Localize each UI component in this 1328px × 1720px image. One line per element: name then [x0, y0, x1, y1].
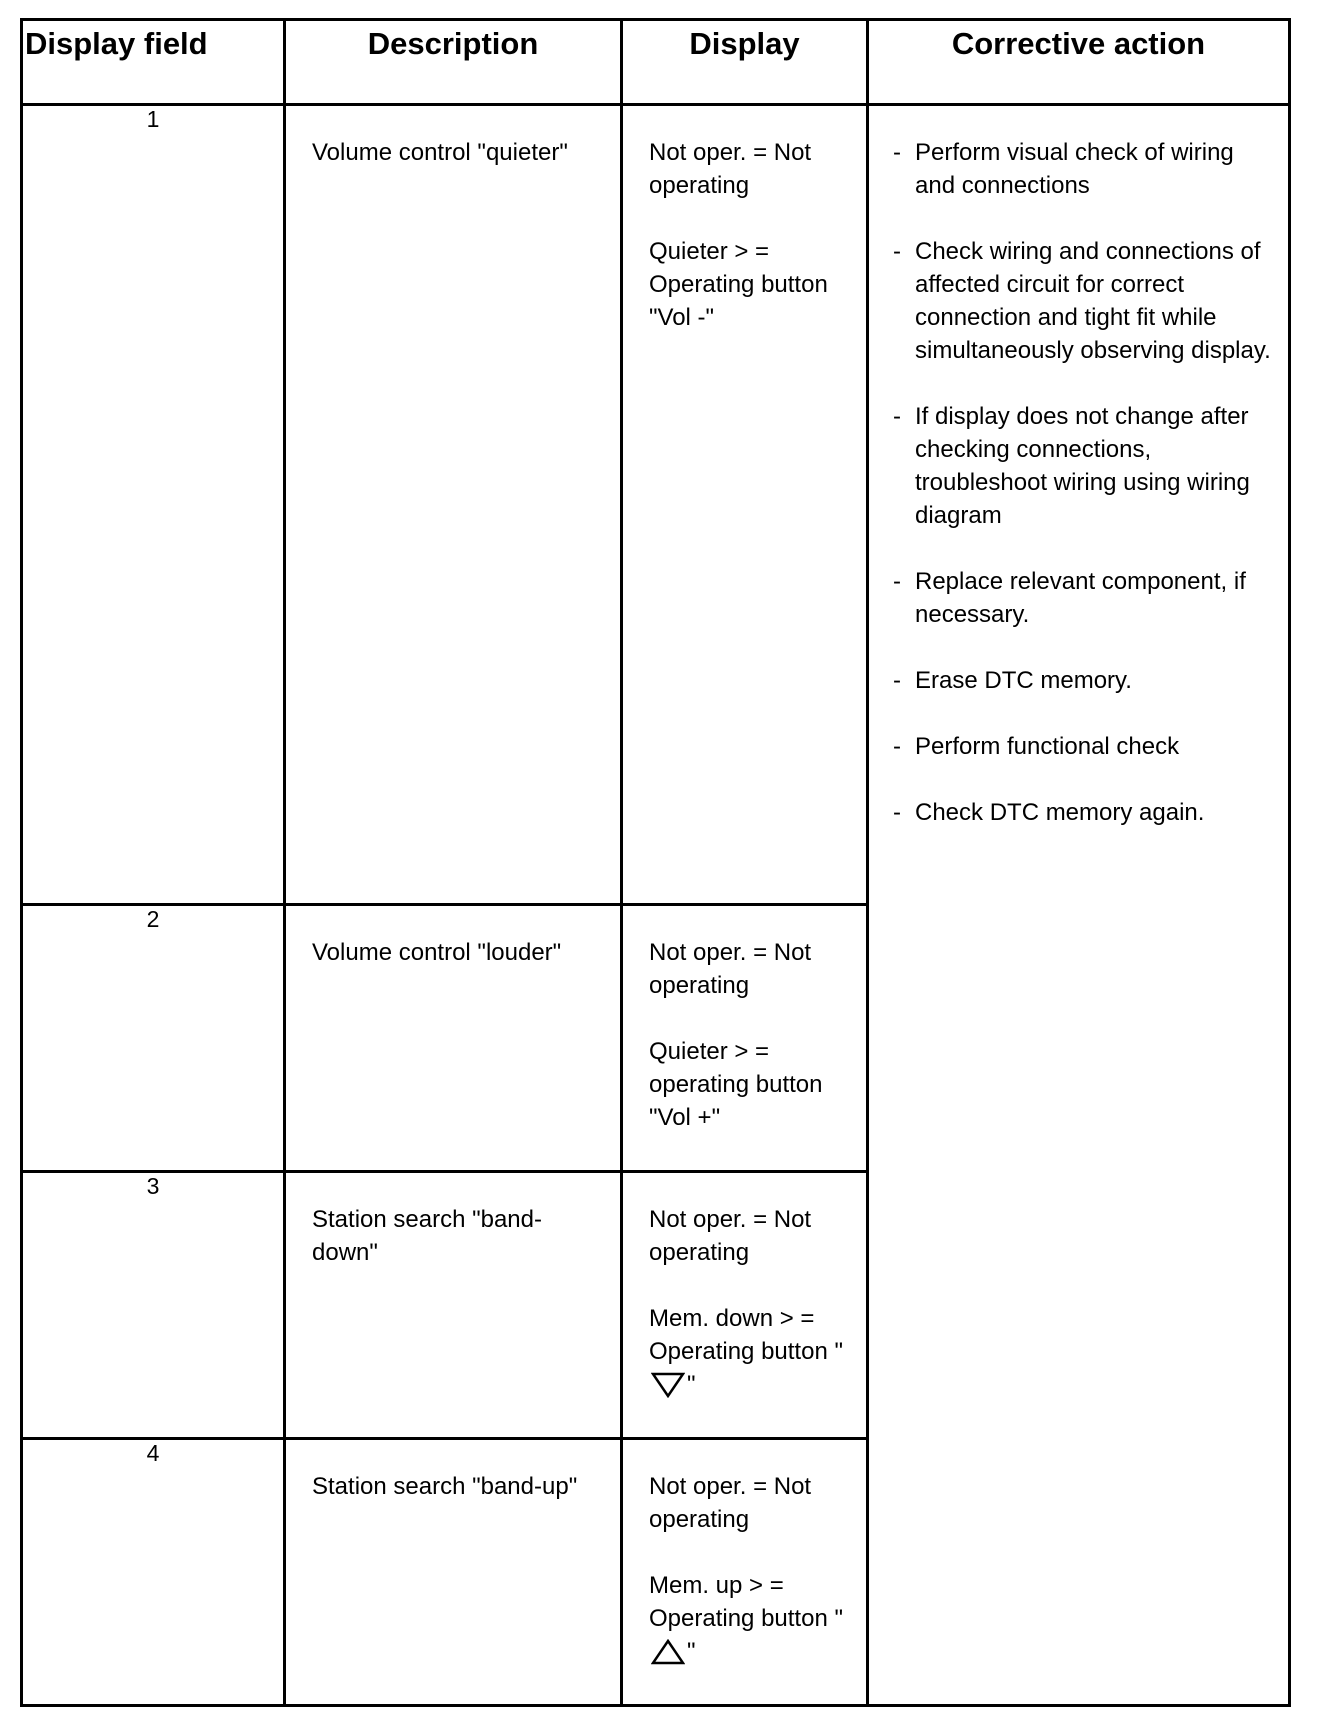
description-cell	[285, 1439, 622, 1706]
corrective-action-item: - Replace relevant component, if necessary.	[893, 565, 1274, 631]
display-field-number: 3	[22, 1172, 285, 1439]
description-text: Volume control "quieter"	[312, 139, 568, 166]
corrective-action-item: - Perform functional check	[893, 730, 1274, 763]
display-line-1: Not oper. = Not operating	[649, 1473, 812, 1533]
header-display: Display	[622, 20, 868, 105]
display-field-number: 2	[22, 905, 285, 1172]
corrective-action-item: - If display does not change after checking connections, troubleshoot wiring using wiring diagram	[893, 400, 1274, 532]
corrective-action-cell	[868, 105, 1290, 1706]
corrective-action-item: - Check DTC memory again.	[893, 796, 1274, 829]
header-row	[22, 20, 1290, 105]
description-text: Station search "band-up"	[312, 1473, 578, 1500]
header-corrective-action: Corrective action	[868, 20, 1290, 105]
display-line-2-suffix: "	[687, 1371, 696, 1398]
display-cell	[622, 1172, 868, 1439]
display-field-number: 1	[22, 105, 285, 905]
description-cell	[285, 905, 622, 1172]
display-cell	[622, 905, 868, 1172]
description-cell	[285, 1172, 622, 1439]
description-text: Station search "band-down"	[312, 1206, 542, 1266]
header-display-field: Display field	[22, 20, 285, 105]
header-description: Description	[285, 20, 622, 105]
display-line-2-prefix: Mem. down > = Operating button "	[649, 1305, 843, 1365]
display-line-1: Not oper. = Not operating	[649, 1206, 812, 1266]
display-line-2	[649, 1302, 856, 1407]
display-line-2-prefix: Mem. up > = Operating button "	[649, 1572, 843, 1632]
display-line-2-suffix: "	[687, 1638, 696, 1665]
corrective-action-item: - Perform visual check of wiring and connections	[893, 136, 1274, 202]
down-triangle-icon	[651, 1372, 685, 1407]
display-field-number: 4	[22, 1439, 285, 1706]
display-cell	[622, 105, 868, 905]
display-line-1: Not oper. = Not operating	[649, 939, 812, 999]
corrective-action-item: - Check wiring and connections of affected circuit for correct connection and tight fit while simultaneously observing display.	[893, 235, 1274, 367]
display-line-1: Not oper. = Not operating	[649, 139, 812, 199]
up-triangle-icon	[651, 1639, 685, 1674]
display-line-2: Quieter > = operating button "Vol +"	[649, 1038, 823, 1131]
corrective-action-list	[869, 106, 1288, 829]
display-line-2	[649, 1569, 856, 1674]
display-line-2: Quieter > = Operating button "Vol -"	[649, 238, 828, 331]
description-text: Volume control "louder"	[312, 939, 562, 966]
display-cell	[622, 1439, 868, 1706]
table-row	[22, 105, 1290, 905]
corrective-action-item: - Erase DTC memory.	[893, 664, 1274, 697]
description-cell	[285, 105, 622, 905]
diagnostic-table	[20, 18, 1291, 1707]
